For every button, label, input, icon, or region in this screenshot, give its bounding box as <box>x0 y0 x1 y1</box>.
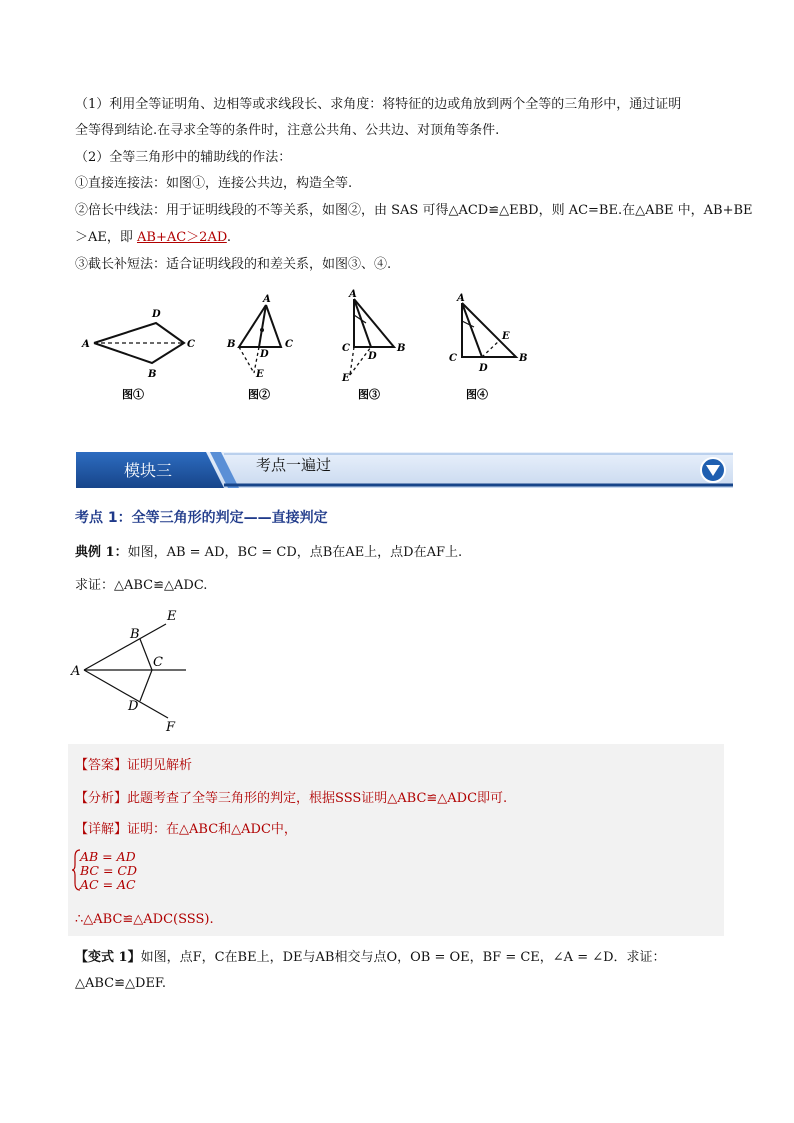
system-eq-1: AB = AD <box>80 849 136 864</box>
fig-label-f: F <box>166 720 176 734</box>
fig4-label-c: C <box>449 353 457 364</box>
fig1-label-a: A <box>82 339 90 350</box>
fig3-label-e: E <box>342 373 350 384</box>
fig2-label-d: D <box>260 349 269 360</box>
method-line-7: ③截长补短法：适合证明线段的和差关系，如图③、④. <box>75 257 392 272</box>
example-figure <box>68 606 193 734</box>
figure-3 <box>350 299 394 375</box>
chevron-down-icon <box>701 458 725 482</box>
example-prove: 求证：△ABC≌△ADC. <box>75 578 208 593</box>
system-eq-2: BC = CD <box>80 863 137 878</box>
figure-2 <box>239 305 281 373</box>
fig4-label-b: B <box>519 353 528 364</box>
fig3-label-b: B <box>397 343 406 354</box>
module-label: 模块三 <box>124 461 173 480</box>
variant-line-2: △ABC≌△DEF. <box>75 976 167 991</box>
fig4-label-a: A <box>457 293 465 304</box>
fig4-label-e: E <box>502 331 510 342</box>
fig2-caption: 图② <box>248 388 270 401</box>
fig2-label-b: B <box>227 339 236 350</box>
fig2-label-e: E <box>256 369 264 380</box>
fig-label-c: C <box>153 655 163 670</box>
fig1-caption: 图① <box>122 388 144 401</box>
detail-line: 【详解】证明：在△ABC和△ADC中， <box>75 822 297 837</box>
analysis-line: 【分析】此题考查了全等三角形的判定，根据SSS证明△ABC≌△ADC即可. <box>75 791 508 806</box>
fig3-caption: 图③ <box>358 388 380 401</box>
method-line-1: （1）利用全等证明角、边相等或求线段长、求角度：将特征的边或角放到两个全等的三角形中，通过证明 <box>75 97 682 112</box>
answer-line: 【答案】证明见解析 <box>75 758 193 773</box>
fig1-label-d: D <box>152 309 161 320</box>
fig-label-b: B <box>130 627 140 642</box>
method-line-4: ①直接连接法：如图①，连接公共边，构造全等. <box>75 176 353 191</box>
figure-1 <box>94 323 184 363</box>
variant-line-1: 【变式 1】如图，点F，C在BE上，DE与AB相交与点O，OB = OE，BF = CE，∠A = ∠D．求证： <box>75 950 666 965</box>
fig2-label-a: A <box>263 294 271 305</box>
fig4-caption: 图④ <box>466 388 488 401</box>
fig1-label-b: B <box>148 369 157 380</box>
fig-label-d: D <box>128 699 139 714</box>
method-line-3: （2）全等三角形中的辅助线的作法： <box>75 150 292 165</box>
method-line-2: 全等得到结论.在寻求全等的条件时，注意公共角、公共边、对顶角等条件. <box>75 123 500 138</box>
method-line-6: ＞AE，即 AB+AC＞2AD. <box>75 230 231 245</box>
system-eq-3: AC = AC <box>80 877 136 892</box>
fig-label-a: A <box>71 664 81 679</box>
module-banner <box>76 452 733 488</box>
figure-4 <box>462 303 516 357</box>
fig3-label-d: D <box>368 351 377 362</box>
fig3-label-a: A <box>349 289 357 300</box>
section-heading: 考点 1：全等三角形的判定——直接判定 <box>75 510 328 526</box>
fig2-label-c: C <box>285 339 293 350</box>
banner-title: 考点一遍过 <box>256 456 332 474</box>
fig3-label-c: C <box>342 343 350 354</box>
underlined-inequality: AB+AC＞2AD <box>137 230 227 245</box>
fig-label-e: E <box>167 609 177 624</box>
fig1-label-c: C <box>187 339 195 350</box>
conclusion-line: ∴△ABC≌△ADC(SSS). <box>75 912 214 927</box>
example-statement: 典例 1：如图，AB = AD，BC = CD，点B在AE上，点D在AF上. <box>75 545 463 560</box>
method-line-5: ②倍长中线法：用于证明线段的不等关系，如图②，由 SAS 可得△ACD≌△EBD，则 AC=BE.在△ABE 中，AB+BE <box>75 203 753 218</box>
fig4-label-d: D <box>479 363 488 374</box>
auxiliary-line-figures <box>74 285 534 407</box>
